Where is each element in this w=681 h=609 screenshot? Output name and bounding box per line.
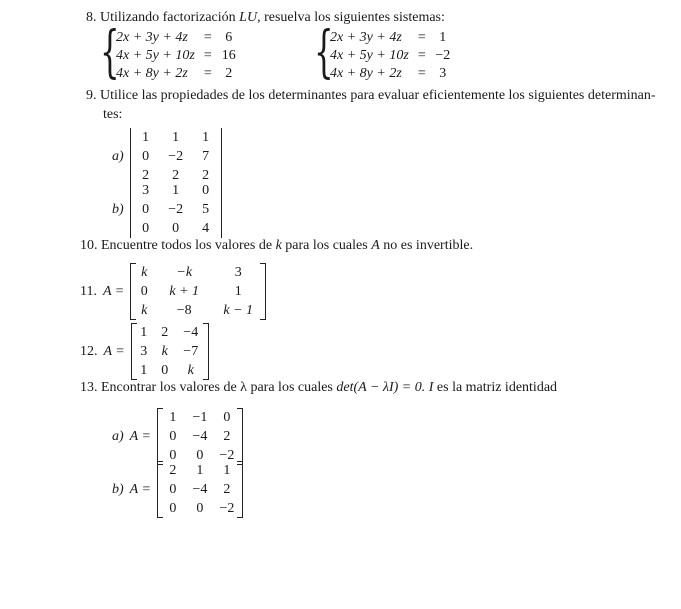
- system-1-row-3-rhs: 2: [225, 66, 233, 81]
- problem-11-number: 11.: [80, 283, 97, 299]
- system-1-row-1-eq: =: [203, 30, 212, 45]
- problem-9a-label: a): [112, 148, 124, 164]
- problem-11: [80, 263, 266, 320]
- problem-9b: [112, 181, 222, 238]
- problem-12-number: 12.: [80, 343, 98, 359]
- matrix-13b: [157, 461, 243, 518]
- problem-10-a: A: [371, 238, 380, 253]
- matrix-13a-cell: 0: [196, 448, 204, 463]
- matrix-13a-cell: −1: [192, 410, 208, 425]
- system-2-row-3-eq: =: [417, 66, 426, 81]
- problem-13a: [112, 408, 243, 465]
- matrix-13a-cell: −2: [219, 448, 235, 463]
- problem-13a-label: a): [112, 428, 124, 444]
- problem-9-line-2: tes:: [103, 107, 123, 122]
- det-9b-cell: 5: [202, 202, 210, 217]
- matrix-11-cell: k − 1: [223, 303, 254, 318]
- problem-9-statement: [86, 88, 656, 104]
- matrix-11-cell: −8: [176, 303, 192, 318]
- problem-13-text-before: Encontrar los valores de λ para los cuales: [101, 380, 333, 395]
- problem-8-text-after: , resuelva los siguientes sistemas:: [257, 10, 445, 25]
- det-9a-cell: −2: [168, 149, 184, 164]
- matrix-11-cell: k: [141, 303, 148, 318]
- det-9a-cell: 2: [142, 168, 150, 183]
- system-2-brace: {: [314, 20, 334, 85]
- matrix-13b-cell: 0: [169, 501, 177, 516]
- problem-13-statement: [80, 380, 557, 396]
- problem-10-text-after: no es invertible.: [383, 238, 474, 253]
- matrix-12-cell: k: [187, 363, 194, 378]
- det-9a-cell: 1: [172, 130, 180, 145]
- matrix-12-cell: −4: [183, 325, 199, 340]
- problem-10-number: 10.: [80, 238, 98, 253]
- problem-9b-label: b): [112, 201, 124, 217]
- problem-13b-label: b): [112, 481, 124, 497]
- system-1-brace: {: [100, 20, 120, 85]
- det-9b-cell: −2: [168, 202, 184, 217]
- system-1-row-1-lhs: 2x + 3y + 4z: [116, 30, 188, 45]
- problem-13b-lhs: A =: [129, 481, 151, 497]
- problem-11-lhs: A =: [102, 283, 125, 299]
- system-2-row-2-lhs: 4x + 5y + 10z: [330, 48, 409, 63]
- matrix-13a: [157, 408, 243, 465]
- matrix-13a-cell: 0: [169, 429, 177, 444]
- problem-9-number: 9.: [86, 88, 97, 103]
- det-9b-cell: 0: [142, 202, 150, 217]
- det-9b-cell: 0: [202, 183, 210, 198]
- matrix-12-cell: k: [161, 344, 168, 359]
- det-9a-cell: 1: [202, 130, 210, 145]
- matrix-13a-cell: 0: [223, 410, 231, 425]
- system-1: [100, 20, 237, 85]
- problem-13b: [112, 461, 243, 518]
- matrix-12-cell: 1: [140, 325, 148, 340]
- problem-10-statement: [80, 238, 473, 254]
- matrix-12-cell: 1: [140, 363, 148, 378]
- system-2-row-2-rhs: −2: [435, 48, 451, 63]
- matrix-12-cell: 3: [140, 344, 148, 359]
- matrix-13a-cell: 2: [223, 429, 231, 444]
- matrix-13b-cell: 2: [169, 463, 177, 478]
- problem-13-text-after: es la matriz identidad: [436, 380, 558, 395]
- problem-12: [80, 323, 209, 380]
- matrix-13b-cell: 1: [223, 463, 231, 478]
- matrix-11-cell: 3: [234, 265, 242, 280]
- matrix-11-cell: k + 1: [169, 284, 200, 299]
- system-1-row-2-eq: =: [203, 48, 212, 63]
- system-2-row-1-lhs: 2x + 3y + 4z: [330, 30, 402, 45]
- problem-13a-lhs: A =: [129, 428, 151, 444]
- matrix-13b-cell: −4: [192, 482, 208, 497]
- det-9a-cell: 7: [202, 149, 210, 164]
- problem-10-text-before: Encuentre todos los valores de: [101, 238, 273, 253]
- matrix-12-cell: −7: [183, 344, 199, 359]
- det-9a-cell: 1: [142, 130, 150, 145]
- matrix-13b-cell: 0: [169, 482, 177, 497]
- det-9a-cell: 0: [142, 149, 150, 164]
- problem-10-k: k: [275, 238, 282, 253]
- problem-13-number: 13.: [80, 380, 98, 395]
- problem-8-text-before: Utilizando factorización: [100, 10, 236, 25]
- det-9b-cell: 3: [142, 183, 150, 198]
- matrix-13a-cell: 0: [169, 448, 177, 463]
- det-9b-cell: 4: [202, 221, 210, 236]
- matrix-13a-cell: −4: [192, 429, 208, 444]
- problem-8-number: 8.: [86, 10, 97, 25]
- problem-9a: [112, 128, 222, 185]
- matrix-11: [130, 263, 266, 320]
- system-2: [314, 20, 451, 85]
- matrix-13b-cell: 2: [223, 482, 231, 497]
- det-9b-cell: 0: [142, 221, 150, 236]
- det-9b-cell: 0: [172, 221, 180, 236]
- system-1-row-2-rhs: 16: [221, 48, 236, 63]
- matrix-12-cell: 0: [161, 363, 169, 378]
- problem-13-identity-symbol: I: [428, 380, 434, 395]
- system-2-equations: [330, 30, 451, 82]
- system-1-equations: [116, 30, 237, 82]
- system-1-row-3-lhs: 4x + 8y + 2z: [116, 66, 188, 81]
- determinant-9a: [130, 128, 222, 185]
- system-2-row-1-eq: =: [417, 30, 426, 45]
- system-1-row-2-lhs: 4x + 5y + 10z: [116, 48, 195, 63]
- system-2-row-3-rhs: 3: [439, 66, 447, 81]
- problem-12-lhs: A =: [103, 343, 125, 359]
- problem-8-statement: [86, 10, 445, 26]
- matrix-11-cell: 1: [234, 284, 242, 299]
- system-1-row-1-rhs: 6: [225, 30, 233, 45]
- det-9a-cell: 2: [172, 168, 180, 183]
- matrix-13b-cell: −2: [219, 501, 235, 516]
- problem-8-lu: LU: [239, 10, 258, 25]
- system-1-row-3-eq: =: [203, 66, 212, 81]
- problem-13-det: det(A − λI) = 0.: [336, 380, 426, 395]
- matrix-12-cell: 2: [161, 325, 169, 340]
- det-9a-cell: 2: [202, 168, 210, 183]
- determinant-9b: [130, 181, 222, 238]
- matrix-11-cell: −k: [176, 265, 193, 280]
- system-2-row-2-eq: =: [417, 48, 426, 63]
- system-2-row-3-lhs: 4x + 8y + 2z: [330, 66, 402, 81]
- system-2-row-1-rhs: 1: [439, 30, 447, 45]
- matrix-11-cell: 0: [140, 284, 148, 299]
- matrix-13a-cell: 1: [169, 410, 177, 425]
- matrix-12: [131, 323, 209, 380]
- matrix-13b-cell: 1: [196, 463, 204, 478]
- det-9b-cell: 1: [172, 183, 180, 198]
- matrix-11-cell: k: [141, 265, 148, 280]
- problem-10-text-middle: para los cuales: [285, 238, 368, 253]
- matrix-13b-cell: 0: [196, 501, 204, 516]
- problem-9-line-1: Utilice las propiedades de los determinantes para evaluar eficientemente los siguientes determinan-: [100, 88, 656, 103]
